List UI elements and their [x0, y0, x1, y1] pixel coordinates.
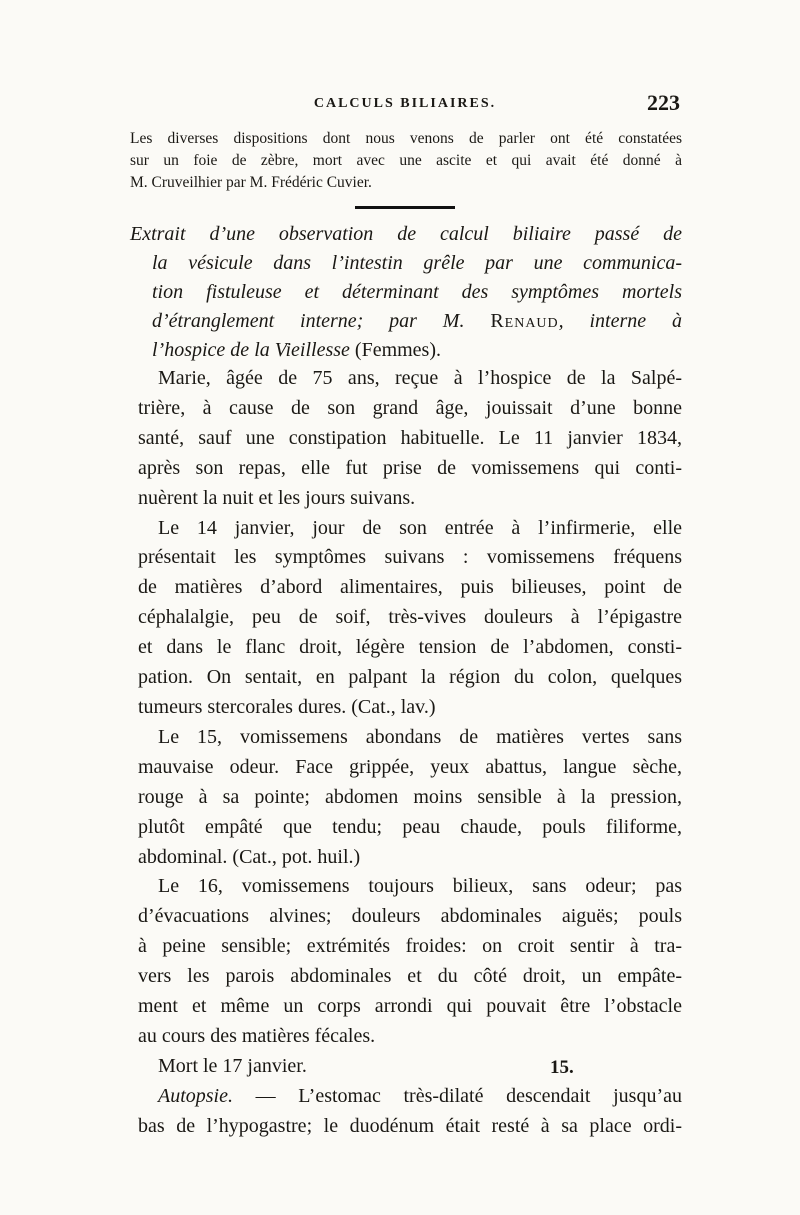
autopsie-label: Autopsie. — [158, 1084, 233, 1107]
title-text: (Femmes). — [354, 339, 441, 361]
title-line: la vésicule dans l’intestin grêle par une communica- — [152, 252, 682, 274]
body-line: plutôt empâté que tendu; peau chaude, pouls filiforme, — [138, 815, 682, 838]
title-line — [130, 307, 682, 336]
title-text: l’hospice de la Vieillesse — [152, 339, 355, 361]
body-line: au cours des matières fécales. — [138, 1024, 376, 1047]
body-line: tumeurs stercorales dures. (Cat., lav.) — [138, 695, 436, 718]
body-line: après son repas, elle fut prise de vomissemens qui conti- — [138, 456, 682, 479]
body-line: bas de l’hypogastre; le duodénum était resté à sa place ordi- — [138, 1114, 682, 1137]
body-line: de matières d’abord alimentaires, puis bilieuses, point de — [138, 576, 682, 599]
page-number: 223 — [647, 90, 680, 115]
body-text-run: — L’estomac très-dilaté descendait jusqu’au — [255, 1084, 683, 1107]
body-line: ment et même un corps arrondi qui pouvait être l’obstacle — [138, 995, 682, 1018]
gathering-signature: 15. — [550, 1057, 574, 1078]
section-divider — [355, 206, 455, 209]
title-line: tion fistuleuse et déterminant des symptômes mortels — [152, 281, 682, 303]
title-line — [130, 336, 682, 365]
body-line: vers les parois abdominales et du côté droit, un empâte- — [138, 965, 682, 988]
title-text: , interne à — [558, 310, 682, 332]
title-line: Extrait d’une observation de calcul biliaire passé de — [130, 223, 682, 245]
intro-paragraph — [130, 128, 682, 194]
body-line: trière, à cause de son grand âge, jouissait d’une bonne — [138, 396, 682, 419]
intro-line: sur un foie de zèbre, mort avec une ascite et qui avait été donné à — [130, 152, 682, 169]
body-line: céphalalgie, peu de soif, très-vives douleurs à l’épigastre — [138, 606, 682, 629]
body-line: abdominal. (Cat., pot. huil.) — [138, 845, 361, 868]
body-line: d’évacuations alvines; douleurs abdominales aiguës; pouls — [138, 905, 682, 928]
body-line — [138, 1082, 682, 1112]
body-line: présentait les symptômes suivans : vomissemens fréquens — [138, 546, 682, 569]
body-line: mauvaise odeur. Face grippée, yeux abattus, langue sèche, — [138, 755, 682, 778]
running-head-title: CALCULS BILIAIRES. — [313, 96, 497, 111]
intro-line: Les diverses dispositions dont nous venons de parler ont été constatées — [130, 130, 682, 147]
body-text — [138, 364, 682, 1142]
body-line: nuèrent la nuit et les jours suivans. — [138, 486, 416, 509]
body-line: Le 14 janvier, jour de son entrée à l’infirmerie, elle — [158, 516, 682, 539]
body-line: pation. On sentait, en palpant la région du colon, quelques — [138, 666, 682, 689]
author-name: Renaud — [490, 310, 559, 332]
intro-line: M. Cruveilhier par M. Frédéric Cuvier. — [130, 174, 372, 191]
body-line: rouge à sa pointe; abdomen moins sensible à la pression, — [138, 785, 682, 808]
title-text: d’étranglement interne; par M. — [152, 310, 491, 332]
body-line: Le 16, vomissemens toujours bilieux, sans odeur; pas — [158, 875, 682, 898]
body-line: Mort le 17 janvier. — [158, 1054, 307, 1077]
body-line: Le 15, vomissemens abondans de matières vertes sans — [158, 725, 682, 748]
running-head — [130, 90, 680, 115]
body-line: Marie, âgée de 75 ans, reçue à l’hospice de la Salpé- — [158, 367, 682, 389]
article-title — [130, 220, 682, 365]
body-line: santé, sauf une constipation habituelle. Le 11 janvier 1834, — [138, 426, 682, 449]
body-line: à peine sensible; extrémités froides: on croit sentir à tra- — [138, 935, 682, 958]
body-line: et dans le flanc droit, légère tension de l’abdomen, consti- — [138, 636, 682, 659]
